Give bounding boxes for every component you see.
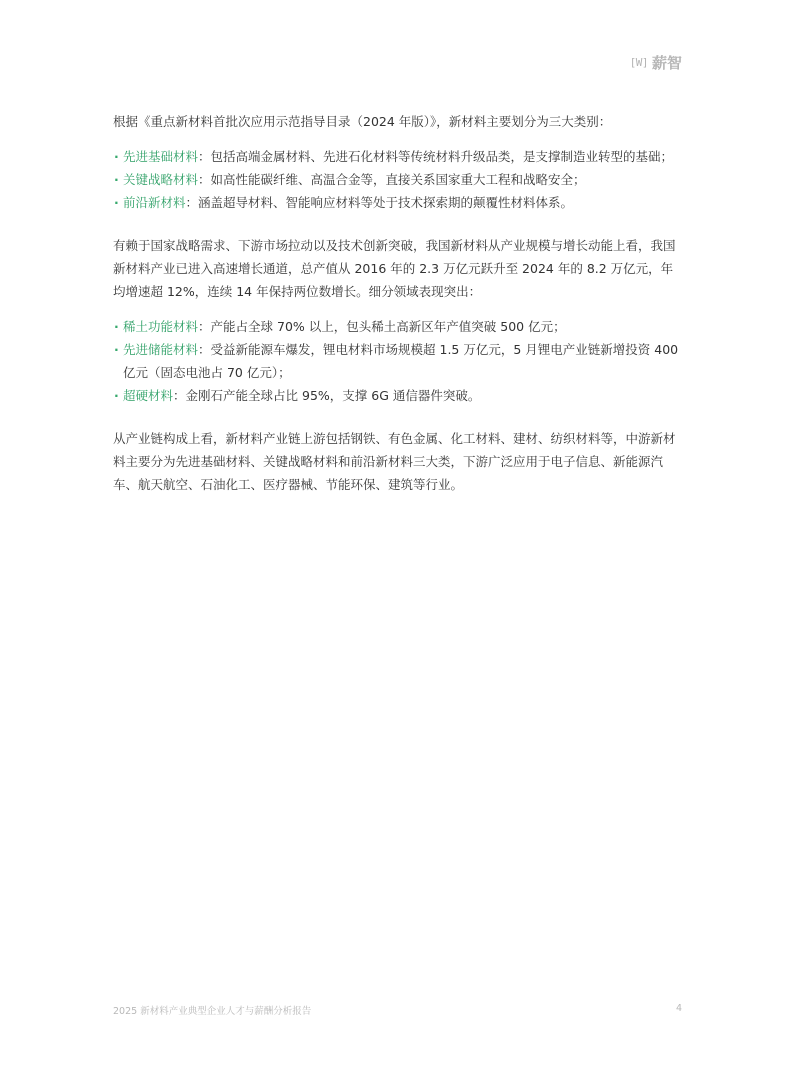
bullet-dot: · — [114, 388, 119, 403]
list-item — [113, 145, 683, 168]
category-term: 先进基础材料 — [123, 149, 199, 164]
bullet-dot: · — [114, 172, 119, 187]
category-description: 涵盖超导材料、智能响应材料等处于技术探索期的颠覆性材料体系。 — [198, 195, 574, 210]
list-item — [113, 168, 683, 191]
segment-term: 先进储能材料 — [123, 342, 199, 357]
brand-mark-icon: [W] — [629, 56, 648, 69]
brand-name: 薪智 — [651, 54, 682, 72]
segment-list — [113, 315, 683, 407]
page-body — [113, 110, 683, 496]
separator: ： — [198, 342, 211, 357]
intro-paragraph: 根据《重点新材料首批次应用示范指导目录（2024 年版）》，新材料主要划分为三大类别： — [113, 114, 612, 129]
brand-logo — [630, 52, 682, 73]
segment-description: 产能占全球 70% 以上，包头稀土高新区年产值突破 500 亿元； — [210, 319, 566, 334]
list-item — [113, 315, 683, 338]
category-description: 包括高端金属材料、先进石化材料等传统材料升级品类，是支撑制造业转型的基础； — [210, 149, 674, 164]
segment-description: 金刚石产能全球占比 95%，支撑 6G 通信器件突破。 — [185, 388, 481, 403]
list-item — [113, 191, 683, 214]
separator: ： — [185, 195, 199, 210]
segment-description: 受益新能源车爆发，锂电材料市场规模超 1.5 万亿元，5 月锂电产业链新增投资 400 亿元（固态电池占 70 亿元）； — [123, 342, 679, 380]
category-term: 前沿新材料 — [123, 195, 186, 210]
bullet-dot: · — [114, 342, 119, 357]
segment-term: 超硬材料 — [123, 388, 174, 403]
footer-report-title: 2025 新材料产业典型企业人才与薪酬分析报告 — [113, 1006, 312, 1017]
category-term: 关键战略材料 — [123, 172, 199, 187]
bullet-dot: · — [114, 149, 119, 164]
list-item — [113, 338, 683, 384]
category-list — [113, 145, 683, 214]
segment-term: 稀土功能材料 — [123, 319, 199, 334]
growth-paragraph: 有赖于国家战略需求、下游市场拉动以及技术创新突破，我国新材料从产业规模与增长动能上看，我国新材料产业已进入高速增长通道，总产值从 2016 年的 2.3 万亿元跃升至 2024 年的 8.2 万亿元，年均增速超 12%，连续 14 年保持两位数增长。细分领域表现突出： — [113, 238, 676, 299]
separator: ： — [198, 319, 211, 334]
separator: ： — [198, 172, 211, 187]
page-number: 4 — [675, 1003, 682, 1014]
list-item — [113, 384, 683, 407]
bullet-dot: · — [114, 195, 119, 210]
category-description: 如高性能碳纤维、高温合金等，直接关系国家重大工程和战略安全； — [210, 172, 586, 187]
bullet-dot: · — [114, 319, 119, 334]
separator: ： — [198, 149, 211, 164]
industry-chain-paragraph: 从产业链构成上看，新材料产业链上游包括钢铁、有色金属、化工材料、建材、纺织材料等，中游新材料主要分为先进基础材料、关键战略材料和前沿新材料三大类，下游广泛应用于电子信息、新能源汽车、航天航空、石油化工、医疗器械、节能环保、建筑等行业。 — [113, 431, 676, 492]
separator: ： — [173, 388, 186, 403]
